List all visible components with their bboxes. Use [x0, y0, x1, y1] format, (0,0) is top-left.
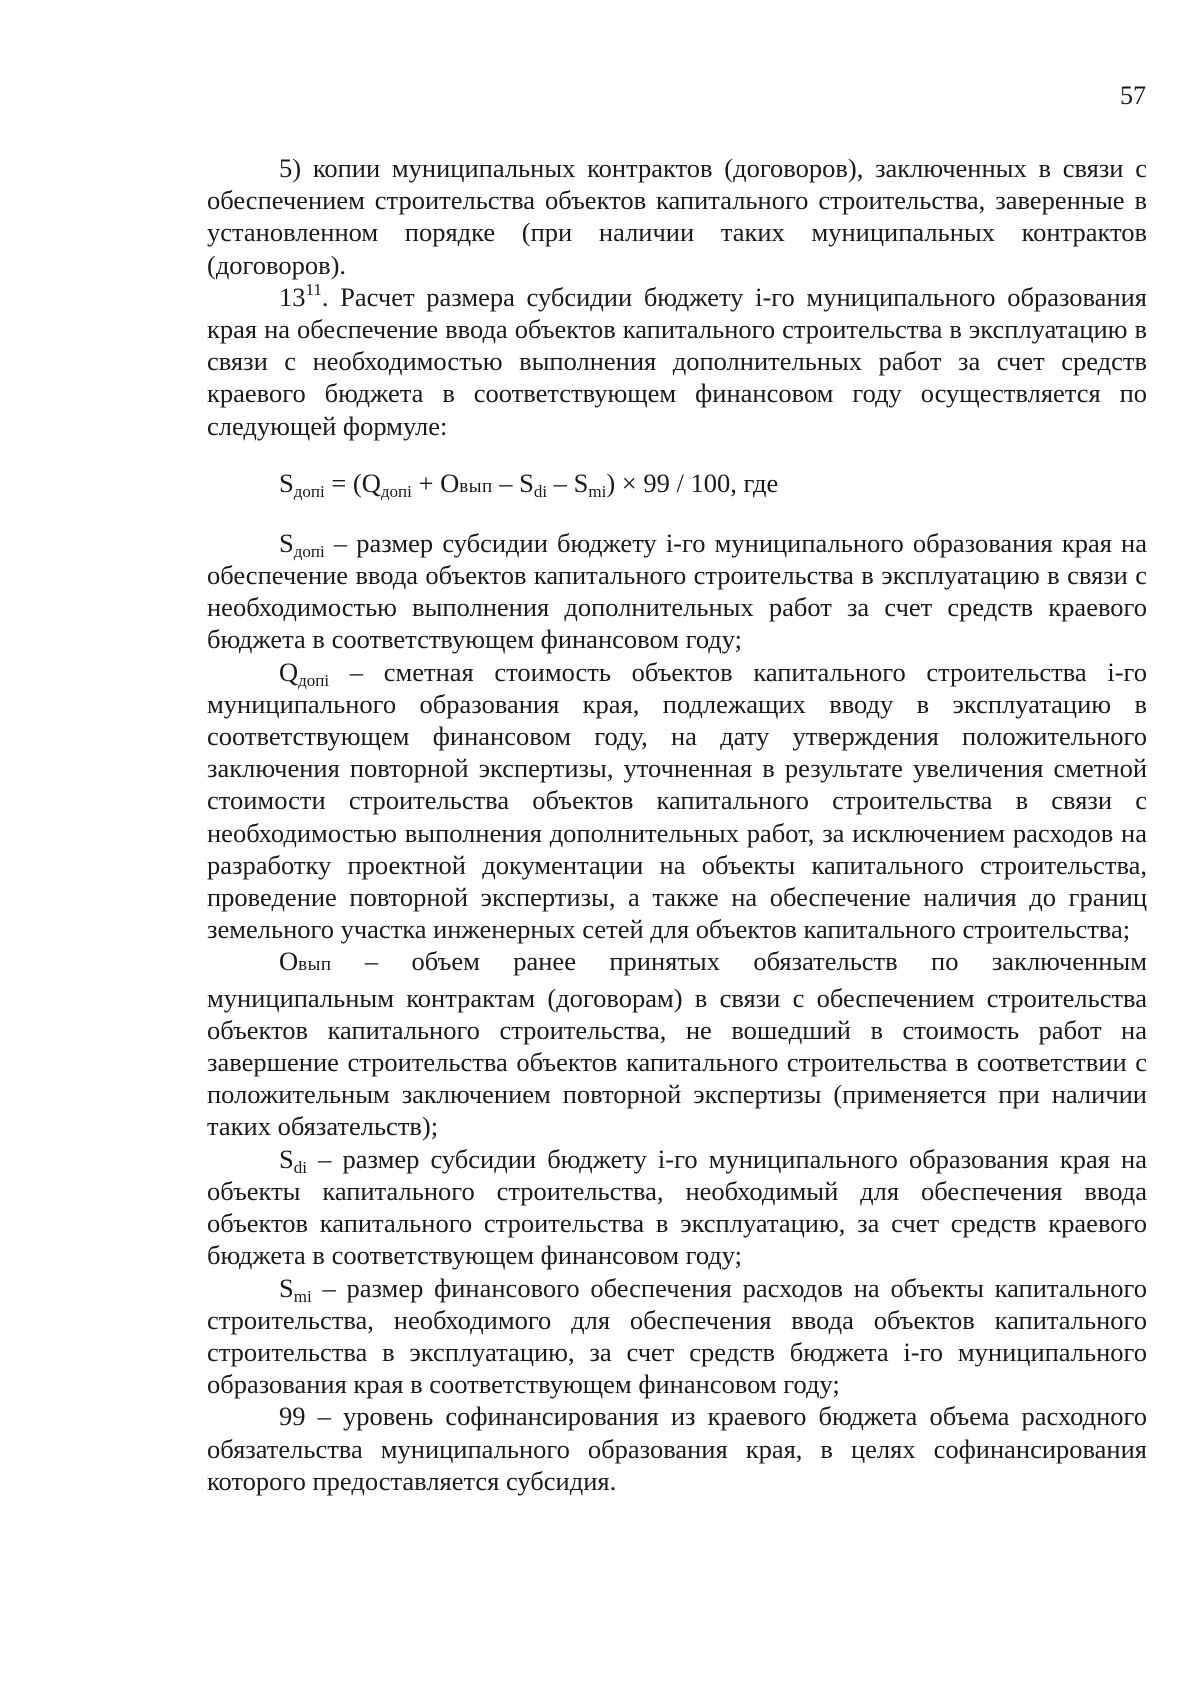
formula-s-letter: S — [279, 467, 294, 498]
item-5-paragraph: 5) копии муниципальных контрактов (договоров), заключенных в связи с обеспечением строительства объектов капитального строительства, заверенные в установленном порядке (при наличии таких муниципальных контрактов (договоров). — [207, 153, 1147, 280]
def-s-text: – размер субсидии бюджету i-го муниципального образования края на обеспечение ввода объектов капитального строительства в эксплуатацию в связи с необходимостью выполнения дополнительных работ за счет средств краевого бюджета в соответствующем финансовом году; — [207, 527, 1147, 655]
page-number: 57 — [1120, 81, 1146, 110]
definition-99: 99 – уровень софинансирования из краевого бюджета объема расходного обязательства муниципального образования края, в целях софинансирования которого предоставляется субсидия. — [207, 1401, 1147, 1496]
definition-s-mi — [207, 1272, 1147, 1401]
definition-o-vyp — [207, 945, 1147, 1142]
document-body — [207, 152, 1147, 1497]
def-q-text: – сметная стоимость объектов капитального строительства i-го муниципального образования края, подлежащих вводу в эксплуатацию в соответствующем финансовом году, на дату утверждения положительного заключения повторной экспертизы, уточненная в результате увеличения сметной стоимости строительства объектов капитального строительства в связи с необходимостью выполнения дополнительных работ, за исключением расходов на разработку проектной документации на объекты капитального строительства, проведение повторной экспертизы, а также на обеспечение наличия до границ земельного участка инженерных сетей для объектов капитального строительства; — [207, 656, 1147, 945]
formula-part-3: – — [492, 467, 520, 498]
formula-q-subscript: допi — [380, 481, 412, 501]
formula-sd-letter: S — [519, 467, 534, 498]
def-o-letter: О — [279, 946, 299, 977]
definition-q-dop — [207, 656, 1147, 946]
def-q-subscript: допi — [298, 670, 330, 690]
def-sd-text: – размер субсидии бюджету i-го муниципального образования края на объекты капитального строительства, необходимый для обеспечения ввода объектов капитального строительства в эксплуатацию, за счет средств краевого бюджета в соответствующем финансовом году; — [207, 1143, 1147, 1271]
def-o-text: – объем ранее принятых обязательств по заключенным муниципальным контрактам (договорам) в связи с обеспечением строительства объектов капитального строительства, не вошедший в стоимость работ на завершение строительства объектов капитального строительства в соответствии с положительным заключением повторной экспертизы (применяется при наличии таких обязательств); — [207, 946, 1147, 1142]
definition-s-dop — [207, 527, 1147, 656]
formula-sd-subscript: di — [533, 481, 548, 501]
formula-part-4: – — [547, 467, 574, 498]
def-sm-text: – размер финансового обеспечения расходов на объекты капитального строительства, необходимого для обеспечения ввода объектов капитального строительства в эксплуатацию, за счет средств бюджета i-го муниципального образования края в соответствующем финансовом году; — [207, 1272, 1147, 1400]
def-sm-letter: S — [279, 1272, 294, 1303]
def-s-subscript: допi — [293, 541, 325, 561]
clause-text: . Расчет размера субсидии бюджету i-го муниципального образования края на обеспечение ввода объектов капитального строительства в эксплуатацию в связи с необходимостью выполнения дополнительных работ за счет средств краевого бюджета в соответствующем финансовом году осуществляется по следующей формуле: — [207, 281, 1147, 441]
formula-part-1: = ( — [324, 467, 362, 498]
def-o-small: вып — [298, 954, 332, 976]
clause-13-11-paragraph — [207, 281, 1147, 442]
definition-s-di — [207, 1143, 1147, 1272]
formula-q-letter: Q — [361, 467, 381, 498]
def-sd-subscript: di — [293, 1157, 307, 1177]
def-s-letter: S — [279, 527, 294, 558]
def-q-letter: Q — [279, 656, 299, 687]
clause-number-superscript: 11 — [305, 279, 322, 299]
formula-part-5: ) × 99 / 100, где — [606, 467, 779, 498]
subsidy-formula — [207, 467, 1147, 503]
formula-sm-letter: S — [573, 467, 589, 498]
formula-s-subscript: допi — [293, 481, 325, 501]
def-sd-letter: S — [279, 1143, 294, 1174]
def-sm-subscript: mi — [293, 1286, 312, 1306]
formula-part-2: + — [411, 467, 441, 498]
formula-o-letter: О — [440, 467, 460, 498]
formula-sm-subscript: mi — [588, 481, 607, 501]
formula-o-small: вып — [459, 475, 493, 497]
clause-number: 13 — [279, 281, 306, 312]
